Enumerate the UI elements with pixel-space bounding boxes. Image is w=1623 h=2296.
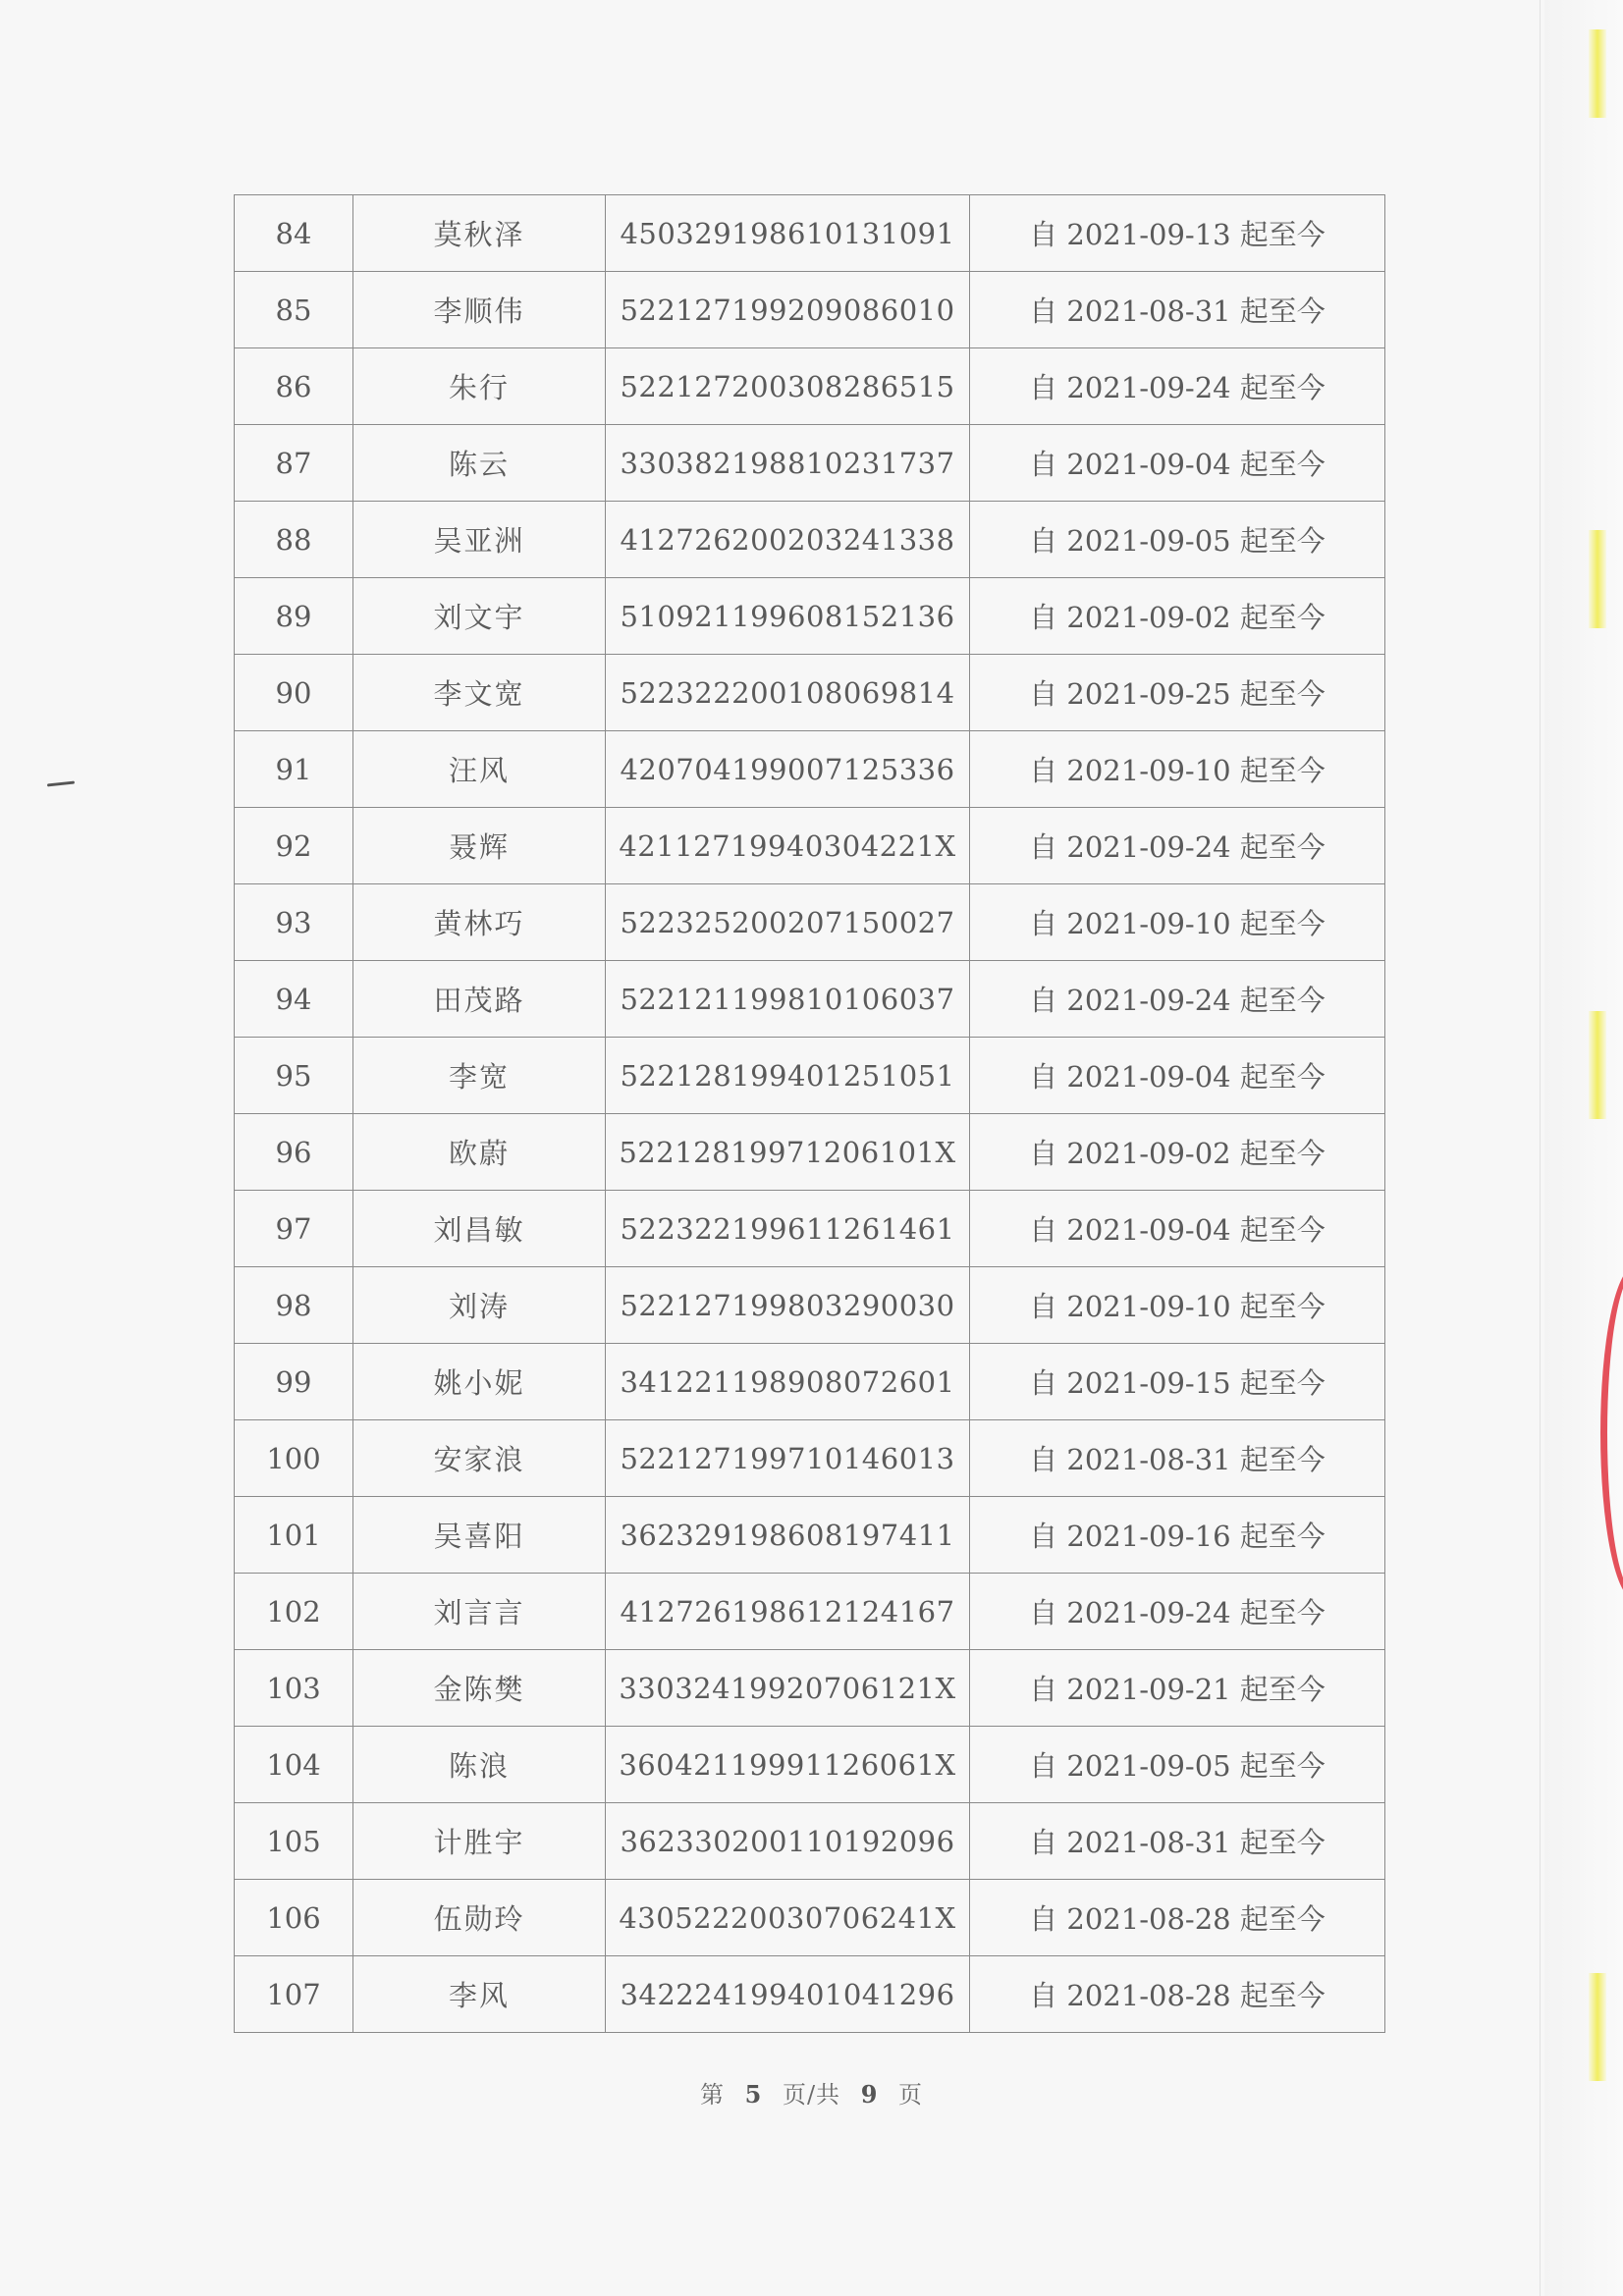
term-cell: 自 2021-08-28 起至今	[970, 1880, 1385, 1956]
id-number-cell: 33032419920706121X	[606, 1650, 970, 1727]
id-number-cell: 330382198810231737	[606, 425, 970, 502]
name-cell: 莫秋泽	[353, 195, 606, 272]
term-cell: 自 2021-09-10 起至今	[970, 1267, 1385, 1344]
id-number-cell: 450329198610131091	[606, 195, 970, 272]
term-cell: 自 2021-09-15 起至今	[970, 1344, 1385, 1420]
name-cell: 刘昌敏	[353, 1191, 606, 1267]
highlighter-mark	[1589, 1011, 1606, 1119]
name-cell: 吴亚洲	[353, 502, 606, 578]
term-cell: 自 2021-08-31 起至今	[970, 1420, 1385, 1497]
id-number-cell: 522127200308286515	[606, 348, 970, 425]
name-cell: 刘文宇	[353, 578, 606, 655]
table-row	[235, 1038, 1385, 1114]
row-number-cell: 86	[235, 348, 353, 425]
row-number-cell: 93	[235, 884, 353, 961]
roster-table-container	[234, 194, 1380, 2033]
row-number-cell: 85	[235, 272, 353, 348]
table-row	[235, 1880, 1385, 1956]
term-cell: 自 2021-09-21 起至今	[970, 1650, 1385, 1727]
term-cell: 自 2021-09-02 起至今	[970, 578, 1385, 655]
table-row	[235, 1114, 1385, 1191]
id-number-cell: 412726200203241338	[606, 502, 970, 578]
name-cell: 汪风	[353, 731, 606, 808]
term-cell: 自 2021-09-24 起至今	[970, 1574, 1385, 1650]
name-cell: 李文宽	[353, 655, 606, 731]
id-number-cell: 522127199803290030	[606, 1267, 970, 1344]
name-cell: 朱行	[353, 348, 606, 425]
table-row	[235, 1956, 1385, 2033]
table-row	[235, 808, 1385, 884]
name-cell: 刘言言	[353, 1574, 606, 1650]
id-number-cell: 522128199401251051	[606, 1038, 970, 1114]
table-row	[235, 1267, 1385, 1344]
table-row	[235, 961, 1385, 1038]
row-number-cell: 87	[235, 425, 353, 502]
footer-suffix: 页	[898, 2081, 924, 2109]
name-cell: 李宽	[353, 1038, 606, 1114]
term-cell: 自 2021-09-04 起至今	[970, 1191, 1385, 1267]
term-cell: 自 2021-09-05 起至今	[970, 502, 1385, 578]
term-cell: 自 2021-09-24 起至今	[970, 348, 1385, 425]
name-cell: 黄林巧	[353, 884, 606, 961]
footer-middle: 页/共	[782, 2081, 841, 2109]
term-cell: 自 2021-08-28 起至今	[970, 1956, 1385, 2033]
id-number-cell: 36042119991126061X	[606, 1727, 970, 1803]
name-cell: 欧蔚	[353, 1114, 606, 1191]
id-number-cell: 522325200207150027	[606, 884, 970, 961]
current-page-number: 5	[744, 2080, 763, 2109]
row-number-cell: 100	[235, 1420, 353, 1497]
term-cell: 自 2021-09-04 起至今	[970, 1038, 1385, 1114]
table-row	[235, 731, 1385, 808]
table-row	[235, 1497, 1385, 1574]
table-row	[235, 1191, 1385, 1267]
table-row	[235, 1650, 1385, 1727]
table-row	[235, 884, 1385, 961]
row-number-cell: 90	[235, 655, 353, 731]
table-row	[235, 655, 1385, 731]
term-cell: 自 2021-09-25 起至今	[970, 655, 1385, 731]
highlighter-mark	[1589, 530, 1606, 628]
row-number-cell: 101	[235, 1497, 353, 1574]
name-cell: 田茂路	[353, 961, 606, 1038]
id-number-cell: 362330200110192096	[606, 1803, 970, 1880]
name-cell: 聂辉	[353, 808, 606, 884]
roster-table-body	[235, 195, 1385, 2033]
table-row	[235, 272, 1385, 348]
name-cell: 陈浪	[353, 1727, 606, 1803]
row-number-cell: 103	[235, 1650, 353, 1727]
term-cell: 自 2021-09-10 起至今	[970, 731, 1385, 808]
row-number-cell: 91	[235, 731, 353, 808]
id-number-cell: 420704199007125336	[606, 731, 970, 808]
term-cell: 自 2021-09-04 起至今	[970, 425, 1385, 502]
term-cell: 自 2021-09-10 起至今	[970, 884, 1385, 961]
name-cell: 李风	[353, 1956, 606, 2033]
footer-prefix: 第	[699, 2081, 725, 2109]
highlighter-mark	[1589, 29, 1606, 118]
table-row	[235, 425, 1385, 502]
term-cell: 自 2021-08-31 起至今	[970, 1803, 1385, 1880]
id-number-cell: 52212819971206101X	[606, 1114, 970, 1191]
name-cell: 吴喜阳	[353, 1497, 606, 1574]
id-number-cell: 522127199710146013	[606, 1420, 970, 1497]
table-row	[235, 578, 1385, 655]
row-number-cell: 98	[235, 1267, 353, 1344]
row-number-cell: 97	[235, 1191, 353, 1267]
highlighter-mark	[1589, 1973, 1606, 2081]
table-row	[235, 1344, 1385, 1420]
row-number-cell: 84	[235, 195, 353, 272]
id-number-cell: 412726198612124167	[606, 1574, 970, 1650]
page-footer	[0, 2075, 1623, 2109]
id-number-cell: 522322200108069814	[606, 655, 970, 731]
row-number-cell: 99	[235, 1344, 353, 1420]
term-cell: 自 2021-08-31 起至今	[970, 272, 1385, 348]
total-page-count: 9	[860, 2080, 879, 2109]
id-number-cell: 522121199810106037	[606, 961, 970, 1038]
name-cell: 姚小妮	[353, 1344, 606, 1420]
term-cell: 自 2021-09-02 起至今	[970, 1114, 1385, 1191]
table-row	[235, 1420, 1385, 1497]
table-row	[235, 502, 1385, 578]
term-cell: 自 2021-09-16 起至今	[970, 1497, 1385, 1574]
row-number-cell: 88	[235, 502, 353, 578]
name-cell: 李顺伟	[353, 272, 606, 348]
id-number-cell: 522322199611261461	[606, 1191, 970, 1267]
term-cell: 自 2021-09-05 起至今	[970, 1727, 1385, 1803]
row-number-cell: 107	[235, 1956, 353, 2033]
scan-edge-shadow	[1544, 0, 1623, 2296]
row-number-cell: 102	[235, 1574, 353, 1650]
name-cell: 金陈樊	[353, 1650, 606, 1727]
name-cell: 伍勋玲	[353, 1880, 606, 1956]
term-cell: 自 2021-09-13 起至今	[970, 195, 1385, 272]
row-number-cell: 89	[235, 578, 353, 655]
scan-edge-line	[1540, 0, 1541, 2296]
name-cell: 安家浪	[353, 1420, 606, 1497]
row-number-cell: 95	[235, 1038, 353, 1114]
id-number-cell: 522127199209086010	[606, 272, 970, 348]
id-number-cell: 42112719940304221X	[606, 808, 970, 884]
id-number-cell: 362329198608197411	[606, 1497, 970, 1574]
row-number-cell: 104	[235, 1727, 353, 1803]
term-cell: 自 2021-09-24 起至今	[970, 808, 1385, 884]
table-row	[235, 348, 1385, 425]
table-row	[235, 1727, 1385, 1803]
table-row	[235, 1574, 1385, 1650]
term-cell: 自 2021-09-24 起至今	[970, 961, 1385, 1038]
id-number-cell: 43052220030706241X	[606, 1880, 970, 1956]
table-row	[235, 195, 1385, 272]
row-number-cell: 105	[235, 1803, 353, 1880]
scan-speck	[47, 781, 75, 787]
row-number-cell: 96	[235, 1114, 353, 1191]
id-number-cell: 341221198908072601	[606, 1344, 970, 1420]
roster-table	[234, 194, 1385, 2033]
table-row	[235, 1803, 1385, 1880]
row-number-cell: 94	[235, 961, 353, 1038]
id-number-cell: 342224199401041296	[606, 1956, 970, 2033]
row-number-cell: 106	[235, 1880, 353, 1956]
name-cell: 陈云	[353, 425, 606, 502]
name-cell: 刘涛	[353, 1267, 606, 1344]
name-cell: 计胜宇	[353, 1803, 606, 1880]
row-number-cell: 92	[235, 808, 353, 884]
id-number-cell: 510921199608152136	[606, 578, 970, 655]
